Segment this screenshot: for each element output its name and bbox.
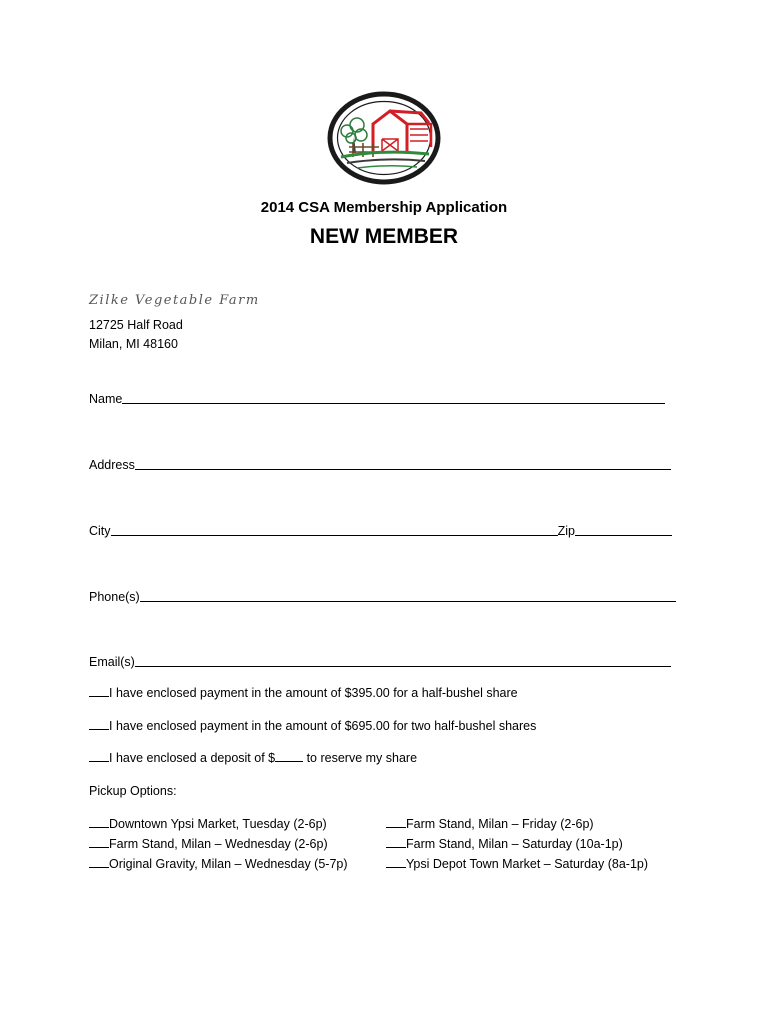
name-input-line[interactable] <box>122 402 665 404</box>
payment-option-label: I have enclosed payment in the amount of $695.00 for two half-bushel shares <box>109 719 537 733</box>
email-label: Email(s) <box>89 655 135 669</box>
name-field[interactable] <box>89 390 665 406</box>
farm-address-line2: Milan, MI 48160 <box>89 337 178 351</box>
pickup-option-label: Farm Stand, Milan – Friday (2-6p) <box>406 817 594 831</box>
pickup-option-label: Ypsi Depot Town Market – Saturday (8a-1p) <box>406 857 649 871</box>
pickup-option-label: Farm Stand, Milan – Saturday (10a-1p) <box>406 837 623 851</box>
deposit-amount-blank[interactable] <box>275 760 303 762</box>
phone-input-line[interactable] <box>140 600 676 602</box>
city-input-line[interactable] <box>111 534 558 536</box>
pickup-option-label: Farm Stand, Milan – Wednesday (2-6p) <box>109 837 328 851</box>
checkbox-blank[interactable] <box>386 846 406 848</box>
payment-option-half-bushel[interactable] <box>89 686 518 700</box>
address-input-line[interactable] <box>135 468 671 470</box>
pickup-option[interactable] <box>386 837 623 851</box>
zip-label: Zip <box>557 524 575 538</box>
deposit-label-before: I have enclosed a deposit of $ <box>109 751 276 765</box>
pickup-option[interactable] <box>89 837 328 851</box>
payment-option-label: I have enclosed payment in the amount of $395.00 for a half-bushel share <box>109 686 518 700</box>
zip-input-line[interactable] <box>575 534 672 536</box>
farm-name: Zilke Vegetable Farm <box>89 293 260 308</box>
form-title: NEW MEMBER <box>309 225 459 248</box>
email-field[interactable] <box>89 653 671 669</box>
checkbox-blank[interactable] <box>89 826 109 828</box>
pickup-option[interactable] <box>386 817 594 831</box>
deposit-label-after: to reserve my share <box>303 751 418 765</box>
address-field[interactable] <box>89 456 671 472</box>
phone-label: Phone(s) <box>89 590 140 604</box>
email-input-line[interactable] <box>135 665 671 667</box>
checkbox-blank[interactable] <box>89 695 109 697</box>
pickup-option[interactable] <box>89 817 327 831</box>
farm-address-line1: 12725 Half Road <box>89 318 183 332</box>
city-label: City <box>89 524 111 538</box>
checkbox-blank[interactable] <box>386 866 406 868</box>
city-zip-field[interactable] <box>89 522 672 538</box>
address-label: Address <box>89 458 135 472</box>
checkbox-blank[interactable] <box>89 846 109 848</box>
pickup-option[interactable] <box>89 857 348 871</box>
checkbox-blank[interactable] <box>386 826 406 828</box>
payment-option-deposit[interactable] <box>89 751 417 765</box>
checkbox-blank[interactable] <box>89 866 109 868</box>
name-label: Name <box>89 392 123 406</box>
form-subtitle: 2014 CSA Membership Application <box>260 199 508 216</box>
checkbox-blank[interactable] <box>89 728 109 730</box>
payment-option-two-half-bushel[interactable] <box>89 719 536 733</box>
pickup-option-label: Original Gravity, Milan – Wednesday (5-7p) <box>109 857 348 871</box>
pickup-option[interactable] <box>386 857 648 871</box>
pickup-options-title: Pickup Options: <box>89 784 177 798</box>
pickup-option-label: Downtown Ypsi Market, Tuesday (2-6p) <box>109 817 327 831</box>
farm-logo <box>327 91 441 185</box>
phone-field[interactable] <box>89 588 676 604</box>
checkbox-blank[interactable] <box>89 760 109 762</box>
